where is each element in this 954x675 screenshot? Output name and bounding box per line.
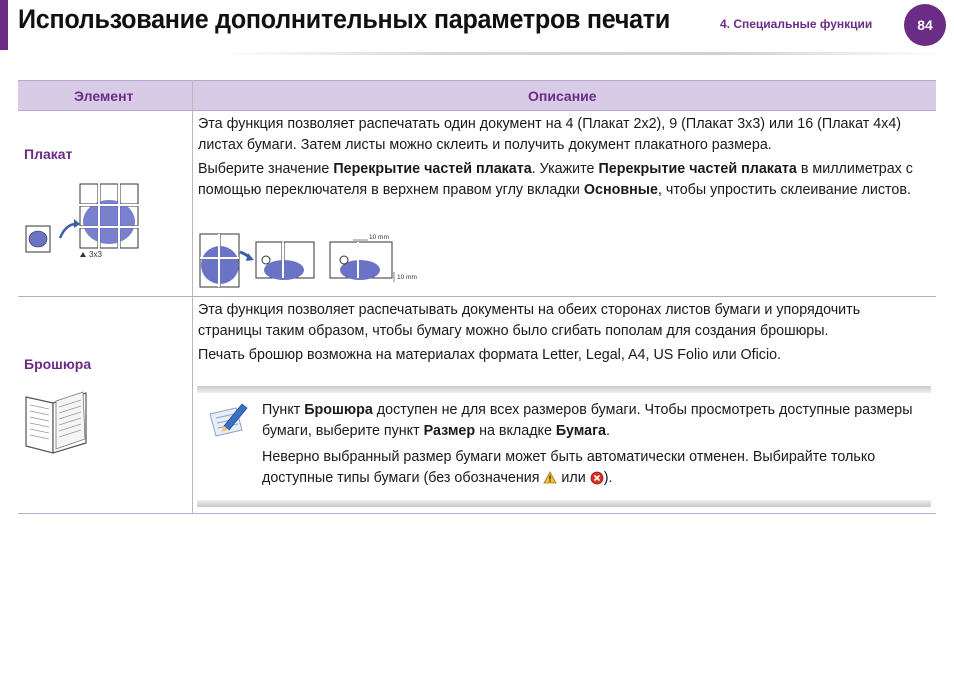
header-divider [220,52,940,55]
note-pencil-icon [206,400,248,440]
column-header-description: Описание [528,88,597,104]
section-label: 4. Специальные функции [720,17,873,31]
poster-overlap-illustration [198,232,428,290]
poster-description-1: Эта функция позволяет распечатать один документ на 4 (Плакат 2x2), 9 (Плакат 3x3) или 16 (Плакат 4x4) листах бумаги. Затем листы можно склеить и получить документ плакатного размера. [198,116,902,153]
row-title-booklet: Брошюра [24,356,92,372]
booklet-description-2: Печать брошюр возможна на материалах формата Letter, Legal, A4, US Folio или Oficio. [198,347,782,363]
header-accent-bar [0,0,8,50]
poster-caption: 3x3 [89,250,102,259]
page-number: 84 [904,4,946,46]
column-divider [192,80,193,514]
note-text-2: Неверно выбранный размер бумаги может быть автоматически отменен. Выбирайте только доступные типы бумаги (без обозначения или ). [262,449,876,486]
page-title: Использование дополнительных параметров печати [18,4,670,34]
error-icon [590,471,604,485]
booklet-icon [23,389,89,455]
overlap-label-top: 10 mm [369,234,389,241]
overlap-label-side: 10 mm [397,274,417,281]
poster-description-2: Выберите значение Перекрытие частей плаката. Укажите Перекрытие частей плаката в миллиметрах с помощью переключателя в верхнем правом углу вкладки Основные, чтобы упростить склеивание листов. [198,161,913,198]
column-header-element: Элемент [74,88,134,104]
note-top-border [197,386,931,393]
warning-icon [543,471,557,484]
row-title-poster: Плакат [24,146,73,162]
row-divider [18,296,936,297]
note-text-1: Пункт Брошюра доступен не для всех размеров бумаги. Чтобы просмотреть доступные размеры бумаги, выберите пункт Размер на вкладке Бумага. [262,402,913,439]
booklet-description-1: Эта функция позволяет распечатывать документы на обеих сторонах листов бумаги и упорядочить страницы таким образом, чтобы бумагу можно было сгибать пополам для создания брошюры. [198,302,861,339]
note-bottom-border [197,500,931,507]
table-bottom-border [18,513,936,514]
table-header [18,80,936,111]
poster-illustration [24,180,144,262]
